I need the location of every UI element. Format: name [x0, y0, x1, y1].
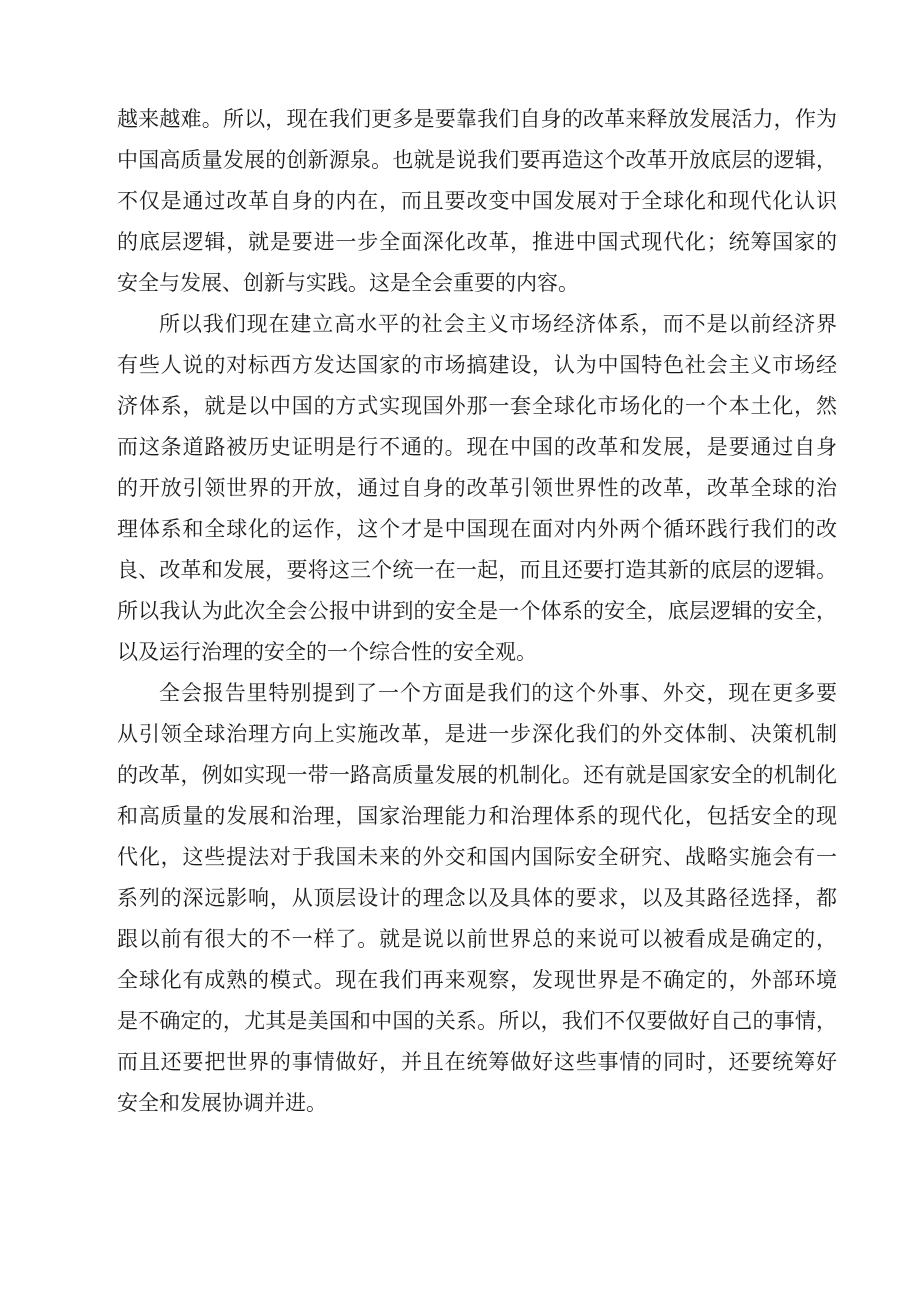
text-line: 中国高质量发展的创新源泉。也就是说我们要再造这个改革开放底层的逻辑， [117, 148, 837, 172]
text-line: 的开放引领世界的开放，通过自身的改革引领世界性的改革，改革全球的治 [117, 476, 837, 500]
text-line: 全球化有成熟的模式。现在我们再来观察，发现世界是不确定的，外部环境 [117, 968, 837, 992]
text-line: 安全与发展、创新与实践。这是全会重要的内容。 [117, 271, 579, 295]
text-line: 不仅是通过改革自身的内在，而且要改变中国发展对于全球化和现代化认识 [117, 189, 837, 213]
text-line: 是不确定的，尤其是美国和中国的关系。所以，我们不仅要做好自己的事情， [117, 1009, 837, 1033]
document-body [117, 99, 837, 1124]
paragraph [117, 304, 837, 673]
text-line: 和高质量的发展和治理，国家治理能力和治理体系的现代化，包括安全的现 [117, 804, 837, 828]
text-line: 代化，这些提法对于我国未来的外交和国内国际安全研究、战略实施会有一 [117, 845, 837, 869]
text-line: 以及运行治理的安全的一个综合性的安全观。 [117, 640, 537, 664]
text-line: 的底层逻辑，就是要进一步全面深化改革，推进中国式现代化；统筹国家的 [117, 230, 837, 254]
text-line: 从引领全球治理方向上实施改革，是进一步深化我们的外交体制、决策机制 [117, 722, 837, 746]
paragraph [117, 99, 837, 304]
text-line: 全会报告里特别提到了一个方面是我们的这个外事、外交，现在更多要 [159, 681, 837, 705]
text-line: 有些人说的对标西方发达国家的市场搞建设，认为中国特色社会主义市场经 [117, 353, 837, 377]
text-line: 系列的深远影响，从顶层设计的理念以及具体的要求，以及其路径选择，都 [117, 886, 837, 910]
text-line: 跟以前有很大的不一样了。就是说以前世界总的来说可以被看成是确定的， [117, 927, 837, 951]
text-line: 济体系，就是以中国的方式实现国外那一套全球化市场化的一个本土化，然 [117, 394, 837, 418]
text-line: 理体系和全球化的运作，这个才是中国现在面对内外两个循环践行我们的改 [117, 517, 837, 541]
text-line: 的改革，例如实现一带一路高质量发展的机制化。还有就是国家安全的机制化 [117, 763, 837, 787]
text-line: 而这条道路被历史证明是行不通的。现在中国的改革和发展，是要通过自身 [117, 435, 837, 459]
text-line: 良、改革和发展，要将这三个统一在一起，而且还要打造其新的底层的逻辑。 [117, 558, 837, 582]
text-line: 安全和发展协调并进。 [117, 1091, 327, 1115]
text-line: 所以我认为此次全会公报中讲到的安全是一个体系的安全，底层逻辑的安全， [117, 599, 837, 623]
paragraph [117, 673, 837, 1124]
text-line: 越来越难。所以，现在我们更多是要靠我们自身的改革来释放发展活力，作为 [117, 107, 837, 131]
text-line: 所以我们现在建立高水平的社会主义市场经济体系，而不是以前经济界 [159, 312, 837, 336]
text-line: 而且还要把世界的事情做好，并且在统筹做好这些事情的同时，还要统筹好 [117, 1050, 837, 1074]
